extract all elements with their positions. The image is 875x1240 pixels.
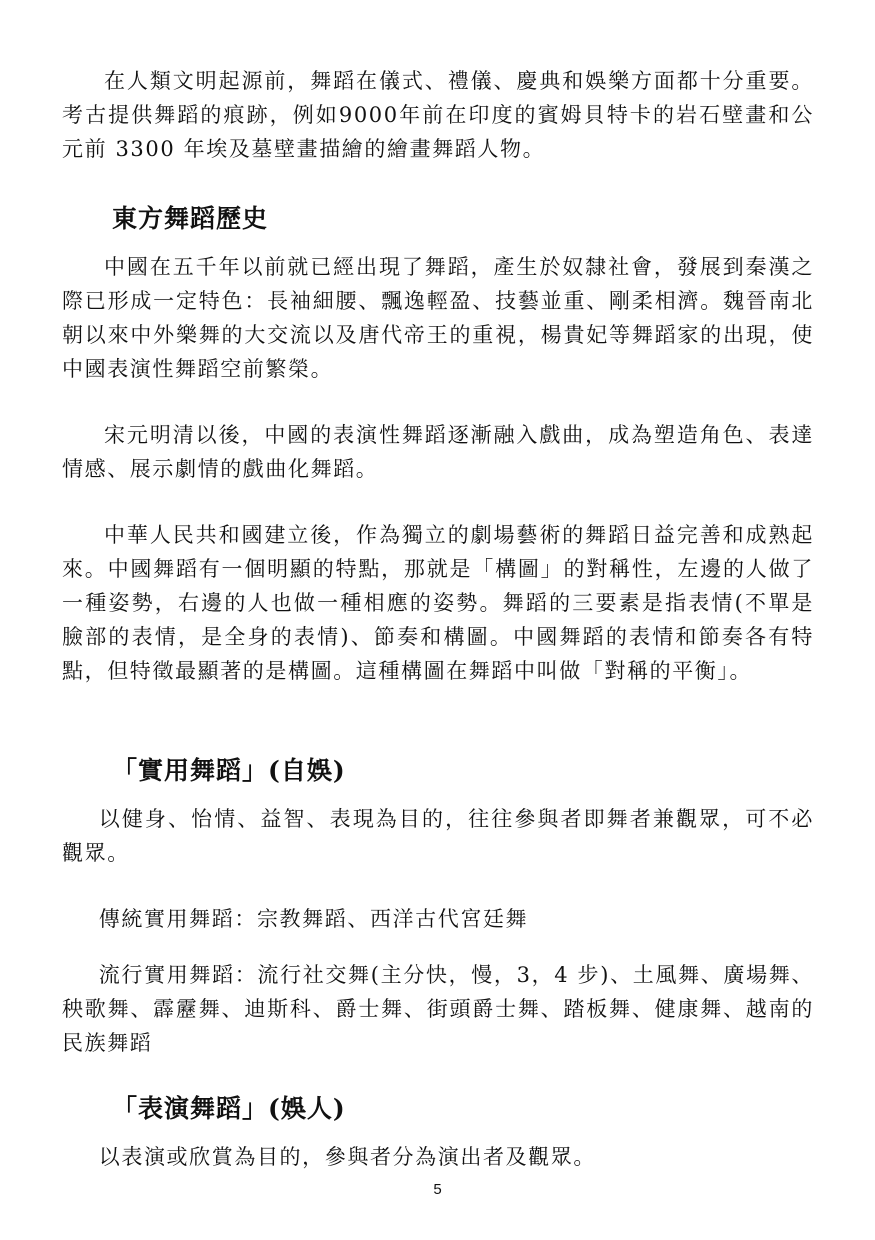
practical-dance-paragraph-3: 流行實用舞蹈：流行社交舞(主分快，慢，3，4 步)、土風舞、廣場舞、秧歌舞、霹靂舞、迪斯科、爵士舞、街頭爵士舞、踏板舞、健康舞、越南的民族舞蹈 <box>62 963 814 1055</box>
page-number: 5 <box>433 1181 442 1198</box>
section-heading-practical-dance: 「實用舞蹈」(自娛) <box>112 756 346 785</box>
performance-dance-paragraph-1: 以表演或欣賞為目的，參與者分為演出者及觀眾。 <box>98 1145 596 1169</box>
eastern-history-paragraph-3: 中華人民共和國建立後，作為獨立的劇場藝術的舞蹈日益完善和成熟起來。中國舞蹈有一個明顯的特點，那就是「構圖」的對稱性，左邊的人做了一種姿勢，右邊的人也做一種相應的姿勢。舞蹈的三要素是指表情(不單是臉部的表情，是全身的表情)、節奏和構圖。中國舞蹈的表情和節奏各有特點，但特徵最顯著的是構圖。這種構圖在舞蹈中叫做「對稱的平衡」。 <box>62 523 814 683</box>
practical-dance-paragraph-2: 傳統實用舞蹈：宗教舞蹈、西洋古代宮廷舞 <box>98 907 529 931</box>
intro-paragraph: 在人類文明起源前，舞蹈在儀式、禮儀、慶典和娛樂方面都十分重要。考古提供舞蹈的痕跡，例如9000年前在印度的賓姆貝特卡的岩石壁畫和公元前 3300 年埃及墓壁畫描繪的繪畫舞蹈人物。 <box>62 69 814 161</box>
eastern-history-paragraph-2: 宋元明清以後，中國的表演性舞蹈逐漸融入戲曲，成為塑造角色、表達情感、展示劇情的戲曲化舞蹈。 <box>62 423 814 481</box>
section-heading-performance-dance: 「表演舞蹈」(娛人) <box>112 1094 346 1123</box>
section-heading-eastern-dance-history: 東方舞蹈歷史 <box>112 204 269 233</box>
eastern-history-paragraph-1: 中國在五千年以前就已經出現了舞蹈，產生於奴隸社會，發展到秦漢之際已形成一定特色：長袖細腰、飄逸輕盈、技藝並重、剛柔相濟。魏晉南北朝以來中外樂舞的大交流以及唐代帝王的重視，楊貴妃等舞蹈家的出現，使中國表演性舞蹈空前繁榮。 <box>62 255 814 381</box>
practical-dance-paragraph-1: 以健身、怡情、益智、表現為目的，往往參與者即舞者兼觀眾，可不必觀眾。 <box>62 807 814 865</box>
